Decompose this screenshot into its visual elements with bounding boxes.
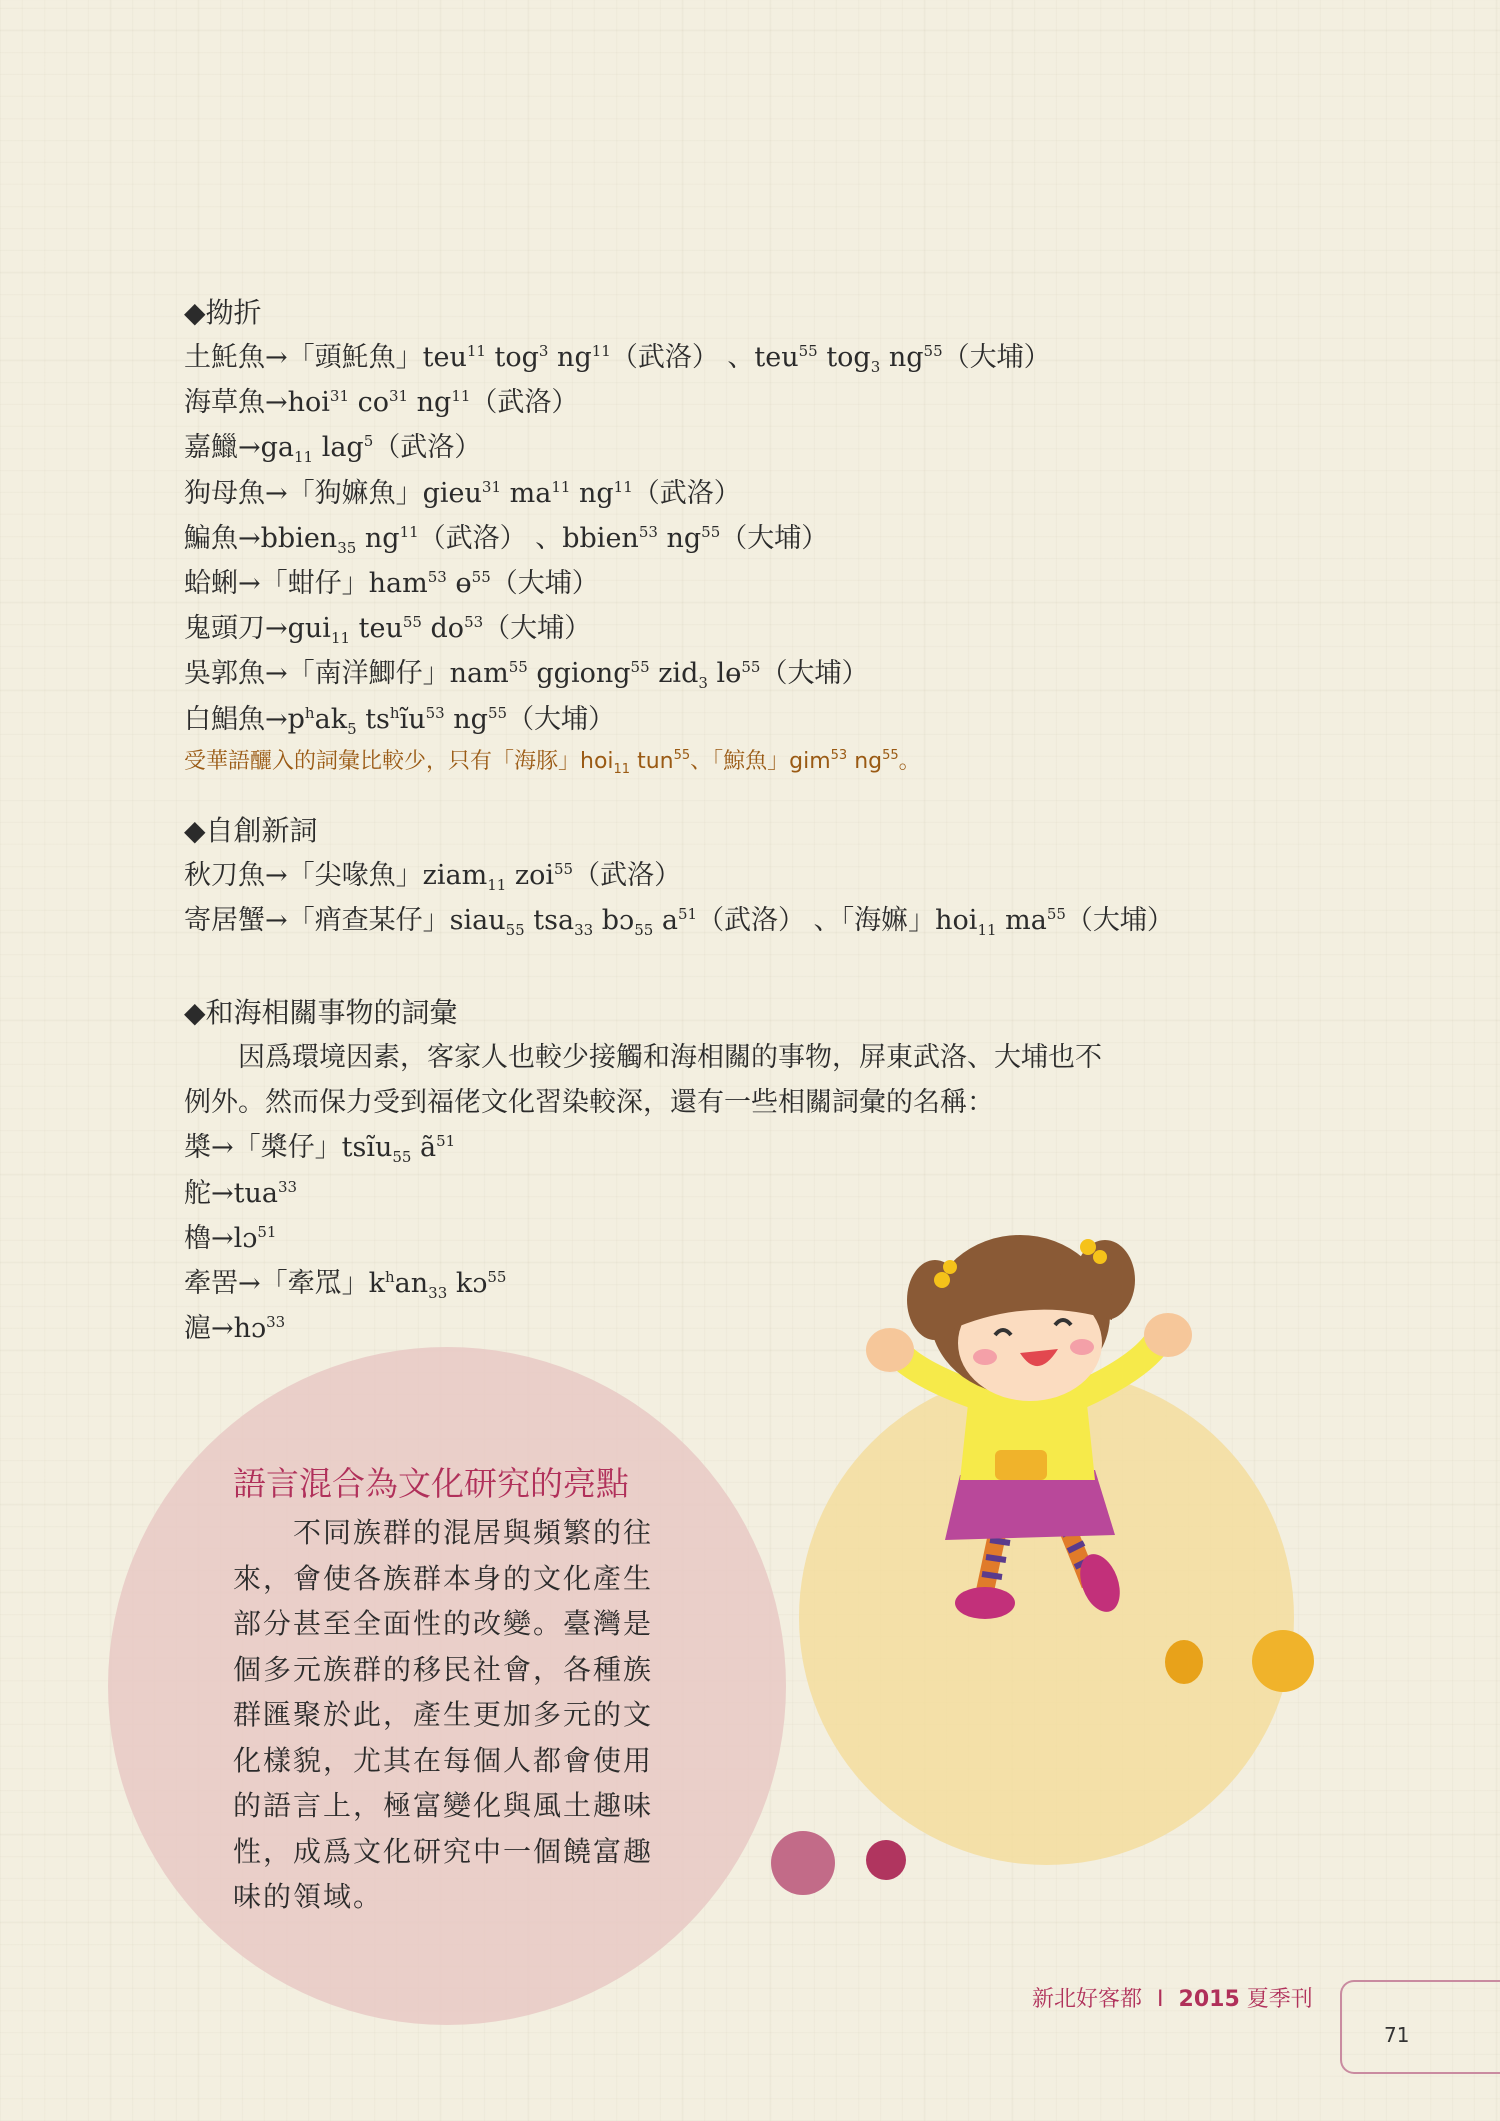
term-list: [184, 853, 1174, 943]
page-number: 71: [1384, 2023, 1410, 2047]
callout-line: 群匯聚於此，產生更加多元的文: [233, 1698, 654, 1731]
decorative-pink-dot: [771, 1831, 835, 1895]
paragraph-line: 例外。然而保力受到福佬文化習染較深，還有一些相關詞彙的名稱：: [184, 1087, 994, 1119]
magazine-name: 新北好客都: [1032, 1987, 1143, 2012]
footer-separator: I: [1157, 1987, 1164, 2012]
section-paragraph: [184, 1035, 1244, 1125]
term-line: 舵→tua$^{33}$: [184, 1177, 298, 1209]
term-line: 滬→hɔ$^{33}$: [184, 1313, 286, 1345]
callout-line: 性，成爲文化研究中一個饒富趣: [233, 1834, 654, 1868]
paragraph-line: 因爲環境因素，客家人也較少接觸和海相關的事物，屏東武洛、大埔也不: [184, 1042, 1102, 1073]
callout-line: 化樣貌，尤其在每個人都會使用: [233, 1743, 654, 1777]
section-heading: ◆和海相關事物的詞彙: [184, 996, 458, 1029]
callout-line: 的語言上，極富變化與風土趣味: [233, 1789, 654, 1822]
section-new-coinages: [184, 808, 1174, 943]
section-heading: ◆拗折: [184, 296, 262, 329]
callout-line: 不同族群的混居與頻繁的往: [233, 1516, 654, 1549]
decorative-orange-dot: [1165, 1640, 1203, 1684]
girl-right-hand: [1144, 1313, 1192, 1357]
decorative-orange-dot: [1252, 1630, 1314, 1692]
girl-illustration: [850, 1235, 1210, 1635]
callout-body: [233, 1510, 683, 1920]
term-line: 秋刀魚→「尖喙魚」ziam$_{11}$ zoi$^{55}$（武洛）: [184, 860, 682, 894]
term-line: 土魠魚→「頭魠魚」teu$^{11}$ tog$^3$ $ng^{11}$（武洛） 、teu$^{55}$ tog$_3$ $ng^{55}$（大埔）: [184, 342, 1051, 376]
term-line: 槳→「槳仔」tsĩu$_{55}$ $ã^{51}$: [184, 1132, 456, 1167]
girl-left-shoe: [955, 1587, 1015, 1619]
girl-skirt: [945, 1470, 1115, 1540]
callout-line: 部分甚至全面性的改變。臺灣是: [233, 1607, 654, 1640]
term-line: 蛤蜊→「蚶仔」ham$^{53}$ ɵ$^{55}$（大埔）: [184, 567, 599, 599]
callout-line: 來，會使各族群本身的文化產生: [233, 1561, 654, 1595]
term-line: 白鯧魚$\to p^hak_5$ $ts^hĩu^{53}$ $ng^{55}$（大埔）: [184, 703, 616, 738]
footer-magazine-title: [1032, 1982, 1313, 2013]
term-line: 嘉鱲$\to ga_{11}$ lag$^5$（武洛）: [184, 432, 482, 467]
section-twisted-terms: [184, 290, 1051, 782]
term-list: [184, 335, 1051, 742]
callout-title: 語言混合為文化研究的亮點: [233, 1464, 629, 1503]
girl-left-hand: [866, 1328, 914, 1372]
page-number-tab: [1340, 1980, 1500, 2074]
decorative-magenta-dot: [866, 1840, 906, 1880]
term-line: 海草魚→hoi$^{31}$ $co^{31}$ $ng^{11}$（武洛）: [184, 387, 579, 419]
mandarin-loan-note: 受華語釃入的詞彙比較少，只有「海豚」hoi$_{11}$ tun$^{55}$、「鯨魚」gim$^{53}$ $ng^{55}$。: [184, 747, 921, 777]
term-line: 吳郭魚→「南洋鯽仔」nam$^{55}$ ggiong$^{55}$ zid$_3$ lɵ$^{55}$（大埔）: [184, 658, 869, 693]
girl-pocket: [995, 1450, 1047, 1480]
callout-line: 味的領域。: [233, 1880, 384, 1913]
term-line: 鯿魚→bbien$_{35}$ $ng^{11}$（武洛） 、bbien$^{53}$ $ng^{55}$（大埔）: [184, 522, 829, 557]
section-heading: ◆自創新詞: [184, 814, 318, 847]
issue-year: 2015: [1178, 1987, 1240, 2012]
issue-season: 夏季刊: [1246, 1987, 1313, 2012]
callout-line: 個多元族群的移民社會，各種族: [233, 1652, 654, 1686]
term-line: 狗母魚→「狗嫲魚」gieu$^{31}$ $ma^{11}$ $ng^{11}$（武洛）: [184, 477, 741, 509]
term-line: 櫓→lɔ$^{51}$: [184, 1222, 277, 1254]
term-line: 寄居蟹→「痟查某仔」siau$_{55}$ tsa$_{33}$ bɔ$_{55}$ $a^{51}$（武洛） 、「海嫲」hoi$_{11}$ $ma^{55}$（大埔）: [184, 905, 1174, 940]
term-line: 鬼頭刀→gui$_{11}$ teu$^{55}$ $do^{53}$（大埔）: [184, 613, 592, 648]
term-line: 牽罟→「牽罛」$k^han_{33}$ kɔ$^{55}$: [184, 1267, 507, 1302]
